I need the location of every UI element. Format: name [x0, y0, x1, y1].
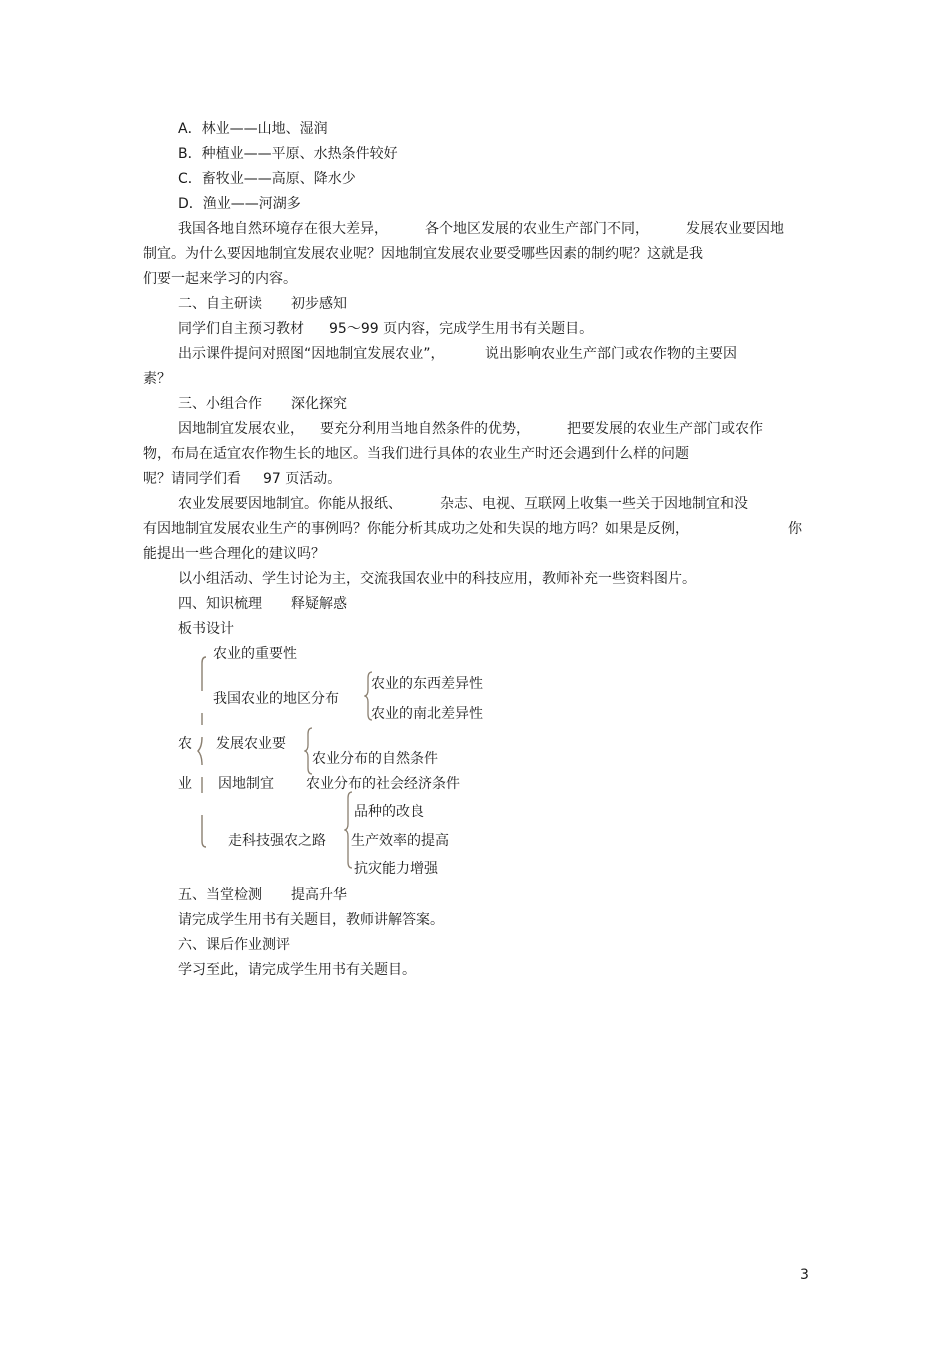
- option-a: A．林业——山地、湿润: [178, 121, 328, 137]
- board-importance: 农业的重要性: [213, 646, 297, 662]
- section6-heading: 六、课后作业测评: [178, 937, 290, 953]
- board-design-title: 板书设计: [178, 621, 234, 637]
- section6-p1: 学习至此，请完成学生用书有关题目。: [178, 962, 416, 978]
- board-develop-1: 发展农业要: [216, 736, 286, 752]
- section2-p2-part1: 出示课件提问对照图“因地制宜发展农业”，: [178, 346, 445, 362]
- board-east-west: 农业的东西差异性: [371, 676, 483, 692]
- board-social: 农业分布的社会经济条件: [306, 776, 460, 792]
- section4-heading: 四、知识梳理: [178, 596, 262, 612]
- section3-p2-part4: 你: [788, 521, 802, 537]
- section3-p1-part1: 因地制宜发展农业，: [178, 421, 304, 437]
- option-c: C．畜牧业——高原、降水少: [178, 171, 356, 187]
- section3-p2-part2: 杂志、电视、互联网上收集一些关于因地制宜和没: [440, 496, 748, 512]
- section5-p1: 请完成学生用书有关题目，教师讲解答案。: [178, 912, 444, 928]
- intro-line3: 们要一起来学习的内容。: [143, 271, 297, 287]
- board-resistance: 抗灾能力增强: [354, 861, 438, 877]
- section2-p1-part2: 95～99 页内容，完成学生用书有关题目。: [329, 321, 594, 337]
- option-b: B．种植业——平原、水热条件较好: [178, 146, 398, 162]
- intro-line1-part1: 我国各地自然环境存在很大差异，: [178, 221, 388, 237]
- section3-p1-part4: 物，布局在适宜农作物生长的地区。当我们进行具体的农业生产时还会遇到什么样的问题: [143, 446, 689, 462]
- board-efficiency: 生产效率的提高: [351, 833, 449, 849]
- section3-p2-part3: 有因地制宜发展农业生产的事例吗？你能分析其成功之处和失误的地方吗？如果是反例，: [143, 521, 689, 537]
- section3-p1-part2: 要充分利用当地自然条件的优势，: [320, 421, 530, 437]
- section2-heading: 二、自主研读: [178, 296, 262, 312]
- section2-p1-part1: 同学们自主预习教材: [178, 321, 304, 337]
- board-tech: 走科技强农之路: [228, 833, 326, 849]
- section5-subheading: 提高升华: [291, 887, 347, 903]
- section3-p1-part6: 97 页活动。: [263, 471, 342, 487]
- section3-heading: 三、小组合作: [178, 396, 262, 412]
- section2-subheading: 初步感知: [291, 296, 347, 312]
- board-develop-2: 因地制宜: [218, 776, 274, 792]
- section3-p2-part1: 农业发展要因地制宜。你能从报纸、: [178, 496, 402, 512]
- page-number: 3: [800, 1267, 809, 1283]
- section3-p1-part3: 把要发展的农业生产部门或农作: [567, 421, 763, 437]
- board-north-south: 农业的南北差异性: [371, 706, 483, 722]
- main-brace-icon: [196, 655, 210, 851]
- option-d: D．渔业——河湖多: [178, 196, 301, 212]
- intro-line1-part3: 发展农业要因地: [686, 221, 784, 237]
- intro-line2: 制宜。为什么要因地制宜发展农业呢？因地制宜发展农业要受哪些因素的制约呢？这就是我: [143, 246, 703, 262]
- section3-p1-part5: 呢？请同学们看: [143, 471, 241, 487]
- section2-p2-part2: 说出影响农业生产部门或农作物的主要因: [485, 346, 737, 362]
- board-distribution: 我国农业的地区分布: [213, 691, 339, 707]
- section3-p2-part5: 能提出一些合理化的建议吗？: [143, 546, 325, 562]
- section3-p3: 以小组活动、学生讨论为主，交流我国农业中的科技应用，教师补充一些资料图片。: [178, 571, 696, 587]
- section3-subheading: 深化探究: [291, 396, 347, 412]
- intro-line1-part2: 各个地区发展的农业生产部门不同，: [425, 221, 649, 237]
- tech-brace-icon: [344, 790, 354, 870]
- board-root-1: 农: [178, 736, 192, 752]
- board-natural: 农业分布的自然条件: [312, 751, 438, 767]
- board-variety: 品种的改良: [354, 804, 424, 820]
- section5-heading: 五、当堂检测: [178, 887, 262, 903]
- section4-subheading: 释疑解惑: [291, 596, 347, 612]
- section2-p2-part3: 素？: [143, 371, 171, 387]
- board-root-2: 业: [178, 776, 192, 792]
